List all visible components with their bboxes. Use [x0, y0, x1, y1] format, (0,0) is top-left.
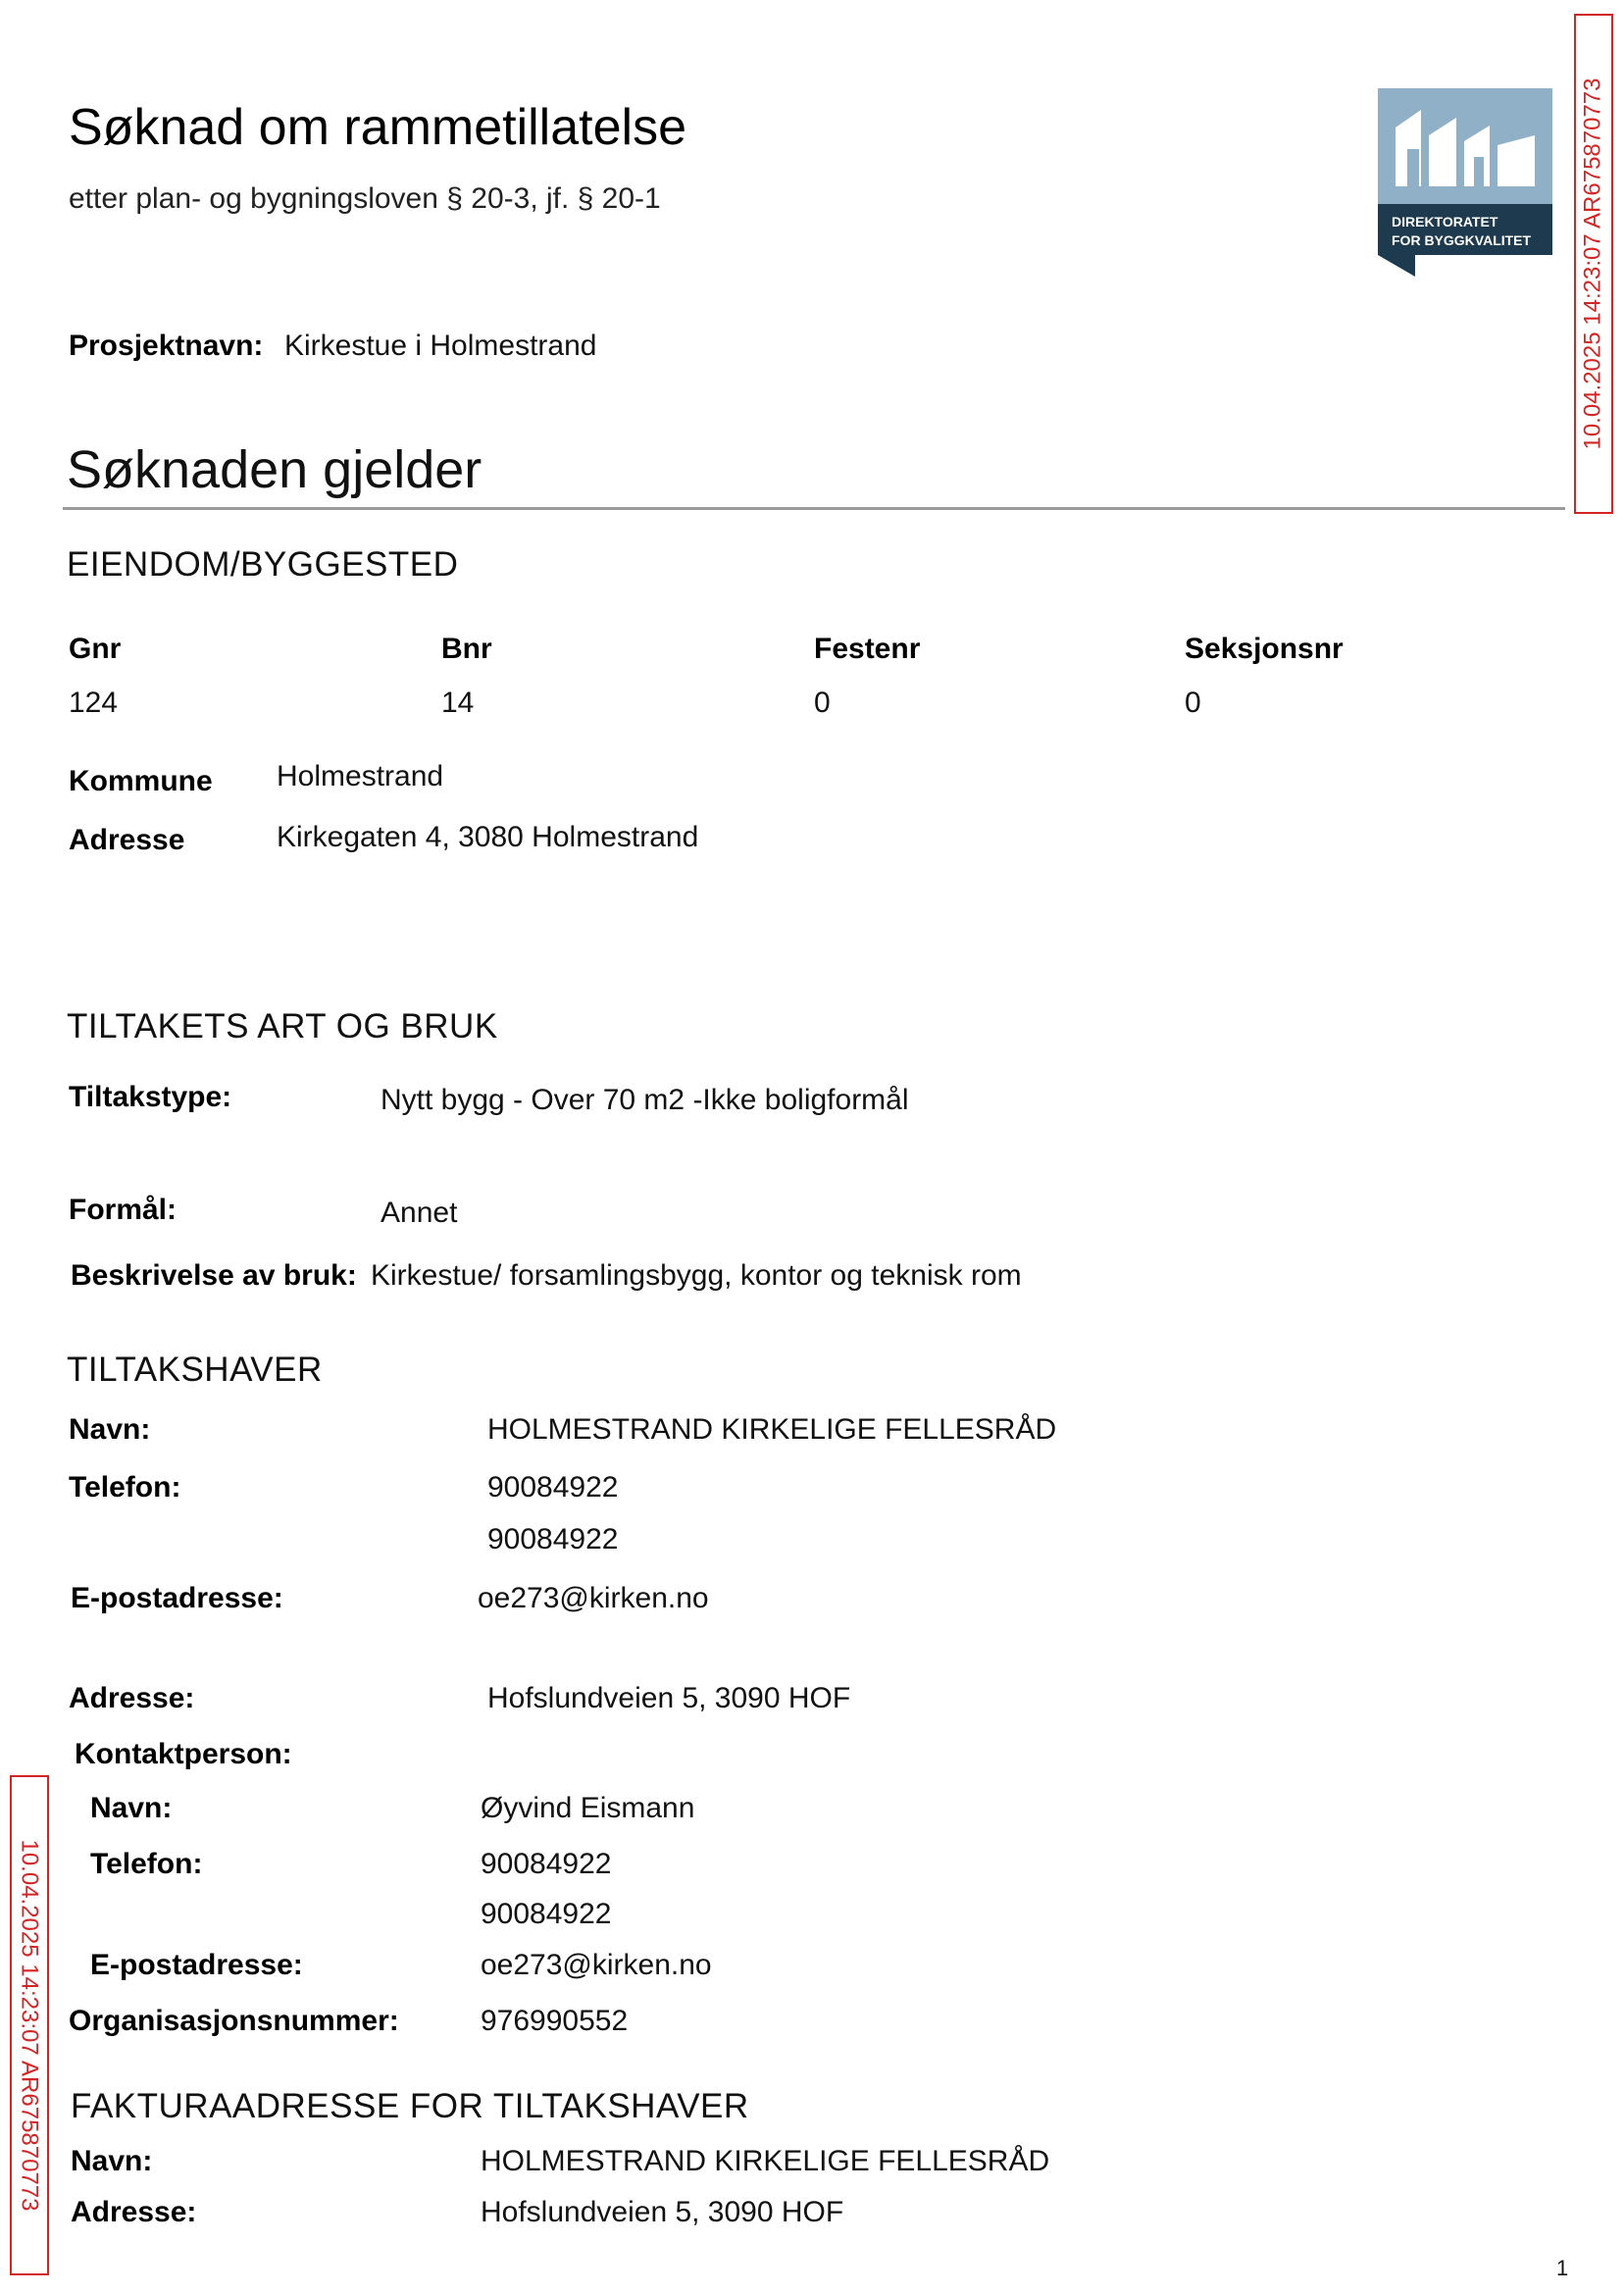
- tiltakshaver-navn-value: HOLMESTRAND KIRKELIGE FELLESRÅD: [487, 1413, 1057, 1446]
- faktura-adresse-label: Adresse:: [71, 2196, 197, 2228]
- kommune-value: Holmestrand: [277, 760, 444, 792]
- organisasjonsnummer-value: 976990552: [481, 2005, 629, 2037]
- formal-label: Formål:: [69, 1194, 178, 1226]
- project-name-label: Prosjektnavn:: [69, 330, 264, 362]
- tiltakshaver-telefon-label: Telefon:: [69, 1471, 181, 1504]
- adresse-label: Adresse: [69, 824, 185, 856]
- tiltak-heading: TILTAKETS ART OG BRUK: [67, 1007, 498, 1045]
- kontakt-telefon-value-2: 90084922: [481, 1898, 612, 1930]
- beskrivelse-label: Beskrivelse av bruk:: [71, 1259, 357, 1292]
- faktura-navn-value: HOLMESTRAND KIRKELIGE FELLESRÅD: [481, 2145, 1050, 2177]
- tiltakshaver-adresse-value: Hofslundveien 5, 3090 HOF: [487, 1682, 851, 1714]
- kontakt-epost-value: oe273@kirken.no: [481, 1949, 712, 1981]
- kontaktperson-label: Kontaktperson:: [75, 1738, 292, 1770]
- dibk-logo-icon: [1378, 88, 1552, 277]
- tiltakstype-label: Tiltakstype:: [69, 1081, 232, 1113]
- tiltakshaver-telefon-value-1: 90084922: [487, 1471, 619, 1504]
- project-name-value: Kirkestue i Holmestrand: [284, 330, 597, 362]
- gnr-value: 124: [69, 687, 119, 719]
- kontakt-telefon-value-1: 90084922: [481, 1848, 612, 1880]
- seksjonsnr-value: 0: [1185, 687, 1201, 719]
- tiltakshaver-epost-label: E-postadresse:: [71, 1582, 283, 1614]
- kommune-label: Kommune: [69, 765, 213, 797]
- page-number: 1: [1556, 2256, 1569, 2280]
- section-title: Søknaden gjelder: [67, 440, 482, 499]
- direktoratet-for-byggkvalitet-logo: [1378, 88, 1552, 277]
- faktura-heading: FAKTURAADRESSE FOR TILTAKSHAVER: [71, 2087, 749, 2125]
- svg-text:FOR BYGGKVALITET: FOR BYGGKVALITET: [1392, 232, 1532, 248]
- tiltakshaver-adresse-label: Adresse:: [69, 1682, 195, 1714]
- document-subtitle: etter plan- og bygningsloven § 20-3, jf. § 20-1: [69, 182, 661, 215]
- bnr-value: 14: [441, 687, 475, 719]
- festenr-value: 0: [814, 687, 831, 719]
- seksjonsnr-label: Seksjonsnr: [1185, 633, 1344, 665]
- tiltakshaver-navn-label: Navn:: [69, 1413, 151, 1446]
- svg-text:DIREKTORATET: DIREKTORATET: [1392, 214, 1498, 229]
- bnr-label: Bnr: [441, 633, 492, 665]
- section-divider: [63, 507, 1565, 510]
- timestamp-stamp-left: 10.04.2025 14:23:07 AR675870773: [10, 1775, 49, 2275]
- tiltakshaver-epost-value: oe273@kirken.no: [478, 1582, 709, 1614]
- tiltakshaver-telefon-value-2: 90084922: [487, 1523, 619, 1555]
- faktura-adresse-value: Hofslundveien 5, 3090 HOF: [481, 2196, 844, 2228]
- faktura-navn-label: Navn:: [71, 2145, 153, 2177]
- kontakt-epost-label: E-postadresse:: [90, 1949, 303, 1981]
- timestamp-stamp-top: 10.04.2025 14:23:07 AR675870773: [1574, 14, 1613, 514]
- beskrivelse-value: Kirkestue/ forsamlingsbygg, kontor og teknisk rom: [371, 1259, 1022, 1292]
- kontakt-telefon-label: Telefon:: [90, 1848, 203, 1880]
- organisasjonsnummer-label: Organisasjonsnummer:: [69, 2005, 399, 2037]
- document-title: Søknad om rammetillatelse: [69, 99, 686, 156]
- kontakt-navn-label: Navn:: [90, 1792, 173, 1824]
- festenr-label: Festenr: [814, 633, 921, 665]
- eiendom-heading: EIENDOM/BYGGESTED: [67, 545, 459, 584]
- formal-value: Annet: [381, 1197, 458, 1229]
- kontakt-navn-value: Øyvind Eismann: [481, 1792, 695, 1824]
- tiltakstype-value: Nytt bygg - Over 70 m2 -Ikke boligformål: [381, 1084, 909, 1116]
- tiltakshaver-heading: TILTAKSHAVER: [67, 1351, 323, 1389]
- gnr-label: Gnr: [69, 633, 122, 665]
- adresse-value: Kirkegaten 4, 3080 Holmestrand: [277, 821, 699, 853]
